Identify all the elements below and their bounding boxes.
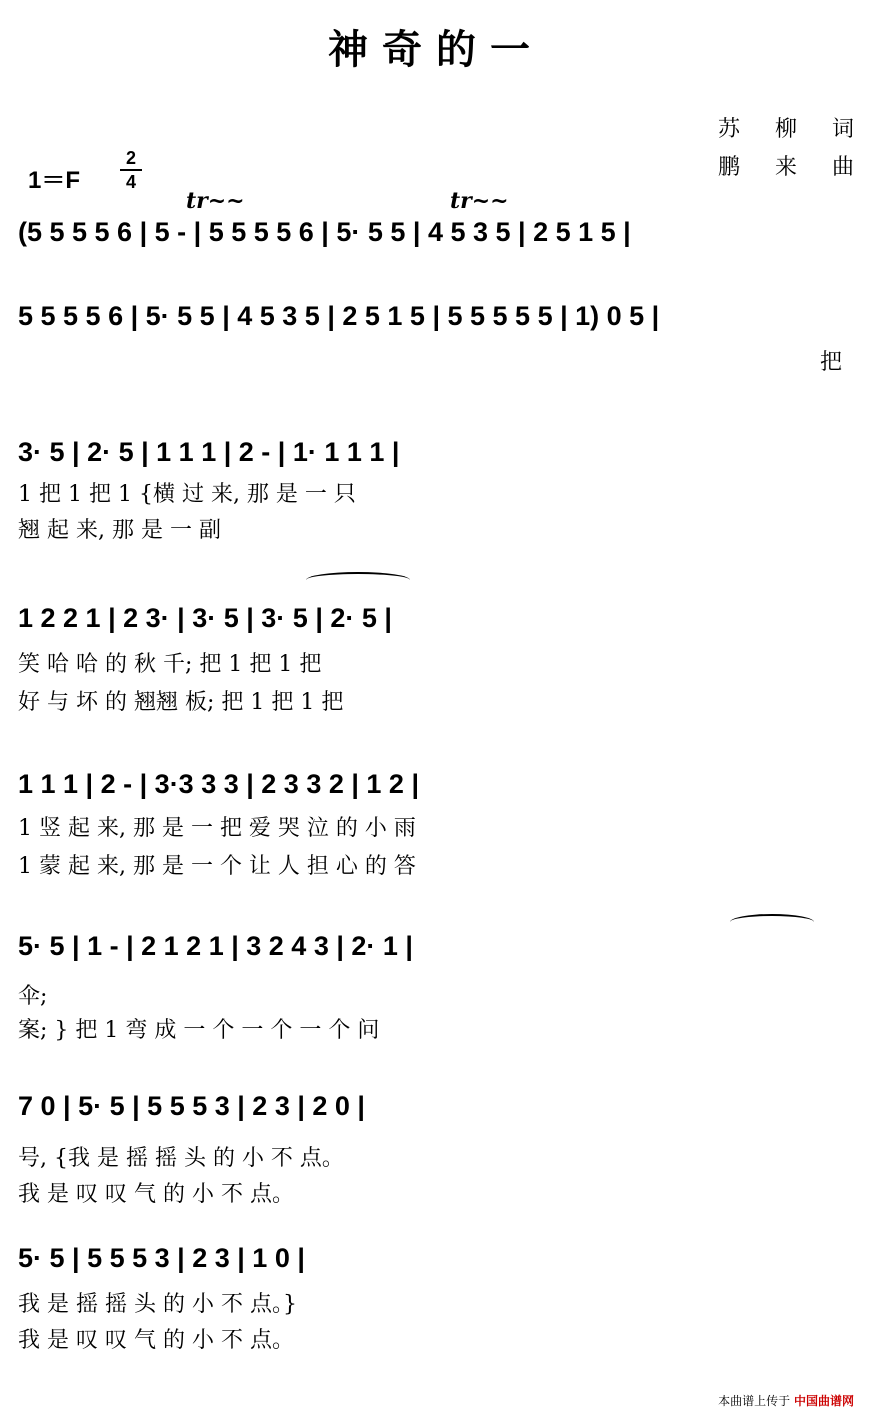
lyric-line: 1 把 1 把 1 {横 过 来, 那 是 一 只: [18, 482, 356, 507]
lyric-line: 把: [820, 350, 843, 375]
notation-line: 1 2 2 1 | 2 3· | 3· 5 | 3· 5 | 2· 5 |: [18, 603, 392, 633]
lyric-line: 号, {我 是 摇 摇 头 的 小 不 点。: [18, 1146, 344, 1171]
notation-line: 5· 5 | 1 - | 2 1 2 1 | 3 2 4 3 | 2· 1 |: [18, 931, 413, 961]
lyric-line: 好 与 坏 的 翘翘 板; 把 1 把 1 把: [18, 690, 344, 715]
page-title: 神奇的一: [328, 27, 544, 73]
footer-prefix: 本曲谱上传于: [718, 1394, 791, 1408]
tie-mark: [730, 914, 814, 930]
lyric-line: 笑 哈 哈 的 秋 千; 把 1 把 1 把: [18, 652, 322, 677]
lyric-line: 1 竖 起 来, 那 是 一 把 爱 哭 泣 的 小 雨: [18, 816, 416, 841]
notation-line: (5 5 5 5 6 | 5 - | 5 5 5 5 6 | 5· 5 5 | 4 5 3 5 | 2 5 1 5 |: [18, 217, 631, 247]
notation-line: 5 5 5 5 6 | 5· 5 5 | 4 5 3 5 | 2 5 1 5 | 5 5 5 5 5 | 1) 0 5 |: [18, 301, 660, 331]
lyric-line: 我 是 摇 摇 头 的 小 不 点。}: [18, 1292, 297, 1317]
lyric-line: 案; } 把 1 弯 成 一 个 一 个 一 个 问: [18, 1018, 380, 1043]
trill-mark: tr~~: [450, 188, 509, 214]
notation-line: 3· 5 | 2· 5 | 1 1 1 | 2 - | 1· 1 1 1 |: [18, 437, 400, 467]
trill-mark: tr~~: [186, 188, 245, 214]
lyric-line: 1 蒙 起 来, 那 是 一 个 让 人 担 心 的 答: [18, 854, 416, 879]
lyric-line: 伞;: [18, 984, 48, 1009]
site-brand[interactable]: 中国曲谱网: [793, 1394, 854, 1408]
lyric-line: 我 是 叹 叹 气 的 小 不 点。: [18, 1182, 294, 1207]
tie-mark: [306, 572, 410, 588]
notation-line: 5· 5 | 5 5 5 3 | 2 3 | 1 0 |: [18, 1243, 305, 1273]
notation-line: 7 0 | 5· 5 | 5 5 5 3 | 2 3 | 2 0 |: [18, 1091, 365, 1121]
source-footer: [718, 1392, 854, 1409]
lyric-line: 我 是 叹 叹 气 的 小 不 点。: [18, 1328, 294, 1353]
lyricist-credit: 苏 柳 词: [718, 117, 868, 142]
key-signature: 1＝F: [28, 167, 81, 194]
notation-line: 1 1 1 | 2 - | 3·3 3 3 | 2 3 3 2 | 1 2 |: [18, 769, 420, 799]
lyric-line: 翘 起 来, 那 是 一 副: [18, 518, 221, 543]
time-signature: 2 4: [120, 148, 142, 192]
composer-credit: 鹏 来 曲: [718, 155, 868, 180]
